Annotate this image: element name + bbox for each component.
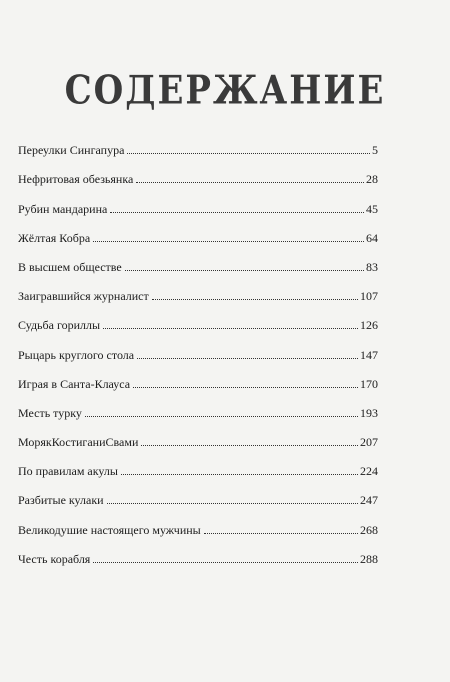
toc-entry-title: МорякКостиганиСвами	[18, 435, 139, 450]
toc-entry-page-number: 224	[360, 464, 378, 479]
toc-entry-page-number: 126	[360, 318, 378, 333]
toc-entry-page-number: 193	[360, 405, 378, 420]
dot-leader	[133, 387, 358, 388]
dot-leader	[204, 533, 358, 534]
dot-leader	[93, 241, 364, 242]
toc-entry-page-number: 83	[366, 259, 378, 274]
toc-entry	[18, 478, 378, 507]
dot-leader	[121, 474, 358, 475]
page-title: СОДЕРЖАНИЕ	[64, 68, 386, 114]
dot-leader	[125, 270, 364, 271]
toc-entry-page-number: 170	[360, 376, 378, 391]
dot-leader	[141, 445, 358, 446]
dot-leader	[107, 503, 358, 504]
toc-entry	[18, 420, 378, 449]
toc-entry	[18, 128, 378, 157]
toc-entry-title: Играя в Санта-Клауса	[18, 376, 131, 391]
toc-entry	[18, 391, 378, 420]
toc-entry	[18, 362, 378, 391]
toc-entry	[18, 537, 378, 566]
toc-entry-title: Судьба гориллы	[18, 318, 101, 333]
toc-entry	[18, 332, 378, 361]
dot-leader	[137, 358, 358, 359]
toc-entry	[18, 157, 378, 186]
toc-entry-title: Рубин мандарина	[18, 201, 108, 216]
toc-entry	[18, 303, 378, 332]
toc-entry-page-number: 5	[372, 143, 378, 158]
toc-entry-title: По правилам акулы	[18, 464, 118, 479]
toc-entry-title: Жёлтая Кобра	[18, 230, 91, 245]
toc-entry-title: Переулки Сингапура	[18, 143, 125, 158]
toc-entry	[18, 216, 378, 245]
toc-entry-title: Великодушие настоящего мужчины	[18, 522, 201, 537]
toc-entry	[18, 507, 378, 536]
toc-entry-title: Нефритовая обезьянка	[18, 172, 134, 187]
toc-entry-title: В высшем обществе	[18, 259, 122, 274]
dot-leader	[127, 153, 370, 154]
toc-entry	[18, 449, 378, 478]
toc-entry	[18, 274, 378, 303]
toc-entry-page-number: 288	[360, 551, 378, 566]
toc-entry-page-number: 107	[360, 289, 378, 304]
toc-entry-page-number: 64	[366, 230, 378, 245]
dot-leader	[152, 299, 358, 300]
toc-entry	[18, 245, 378, 274]
toc-entry-title: Месть турку	[18, 405, 82, 420]
toc-entry-title: Честь корабля	[18, 551, 91, 566]
toc-entry-page-number: 247	[360, 493, 378, 508]
table-of-contents	[18, 128, 378, 566]
toc-entry	[18, 186, 378, 215]
dot-leader	[136, 182, 364, 183]
toc-entry-page-number: 207	[360, 435, 378, 450]
toc-entry-title: Разбитые кулаки	[18, 493, 104, 508]
dot-leader	[103, 328, 358, 329]
toc-entry-page-number: 28	[366, 172, 378, 187]
dot-leader	[85, 416, 358, 417]
toc-entry-page-number: 147	[360, 347, 378, 362]
dot-leader	[110, 212, 364, 213]
dot-leader	[93, 562, 358, 563]
toc-entry-title: Рыцарь круглого стола	[18, 347, 135, 362]
toc-entry-page-number: 45	[366, 201, 378, 216]
toc-entry-title: Заигравшийся журналист	[18, 289, 149, 304]
toc-entry-page-number: 268	[360, 522, 378, 537]
